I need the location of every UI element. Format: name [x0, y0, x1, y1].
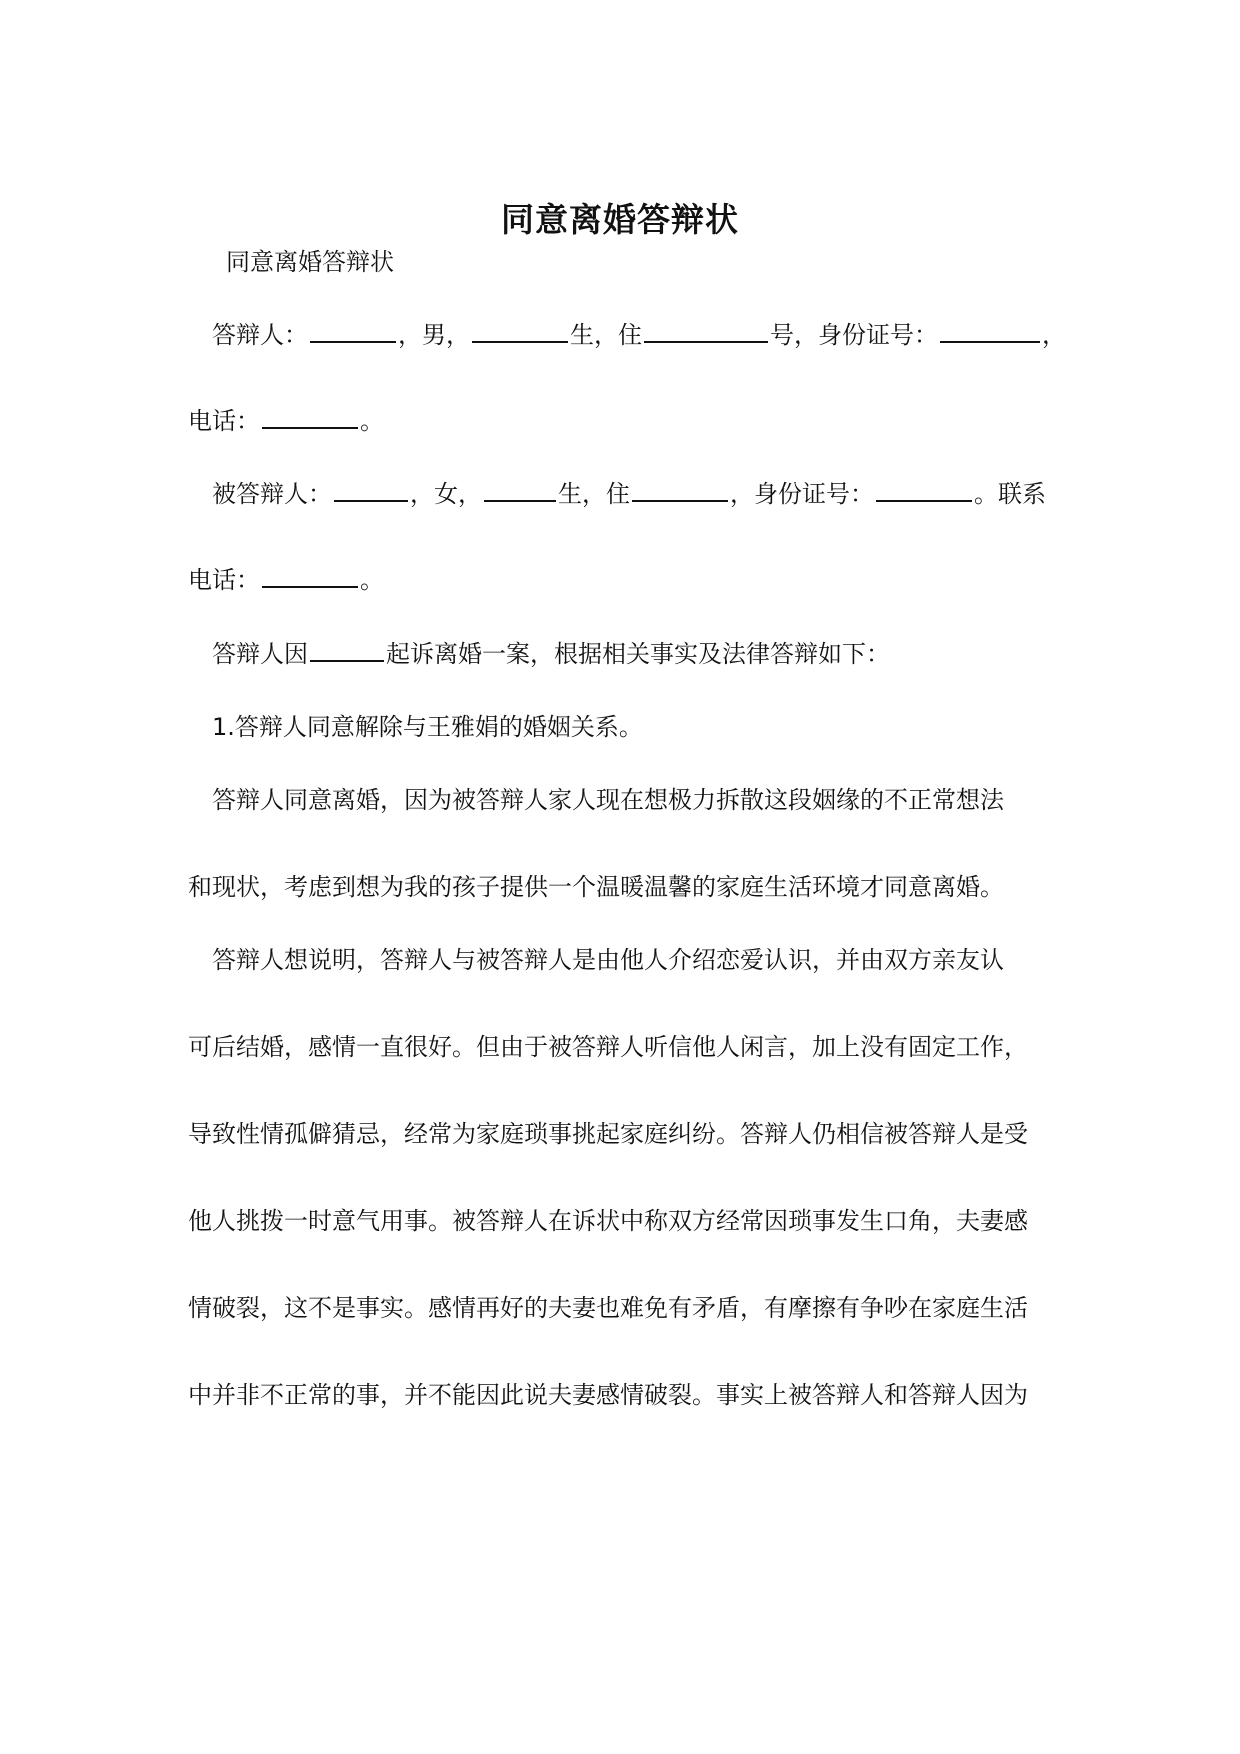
document-title: 同意离婚答辩状	[501, 200, 739, 239]
intro-pre: 答辩人因	[212, 640, 308, 668]
defendant-id-label: ，身份证号：	[730, 480, 874, 508]
respondent-phone-blank	[262, 405, 358, 429]
respondent-id-blank	[940, 319, 1040, 343]
defendant-line	[212, 477, 1046, 511]
para2-line-3: 导致性情孤僻猜忌，经常为家庭琐事挑起家庭纠纷。答辩人仍相信被答辩人是受	[188, 1120, 1028, 1148]
defendant-birth-blank	[484, 478, 556, 502]
respondent-born-label: 生，住	[570, 321, 642, 349]
para1-line-1: 答辩人同意离婚，因为被答辩人家人现在想极力拆散这段姻缘的不正常想法	[212, 786, 1004, 814]
defendant-phone-blank	[262, 564, 358, 588]
para2-line-4: 他人挑拨一时意气用事。被答辩人在诉状中称双方经常因琐事发生口角，夫妻感	[188, 1207, 1028, 1235]
respondent-line-end: ，	[1042, 321, 1066, 349]
intro-post: 起诉离婚一案，根据相关事实及法律答辩如下：	[386, 640, 890, 668]
para2-line-1: 答辩人想说明，答辩人与被答辩人是由他人介绍恋爱认识，并由双方亲友认	[212, 946, 1004, 974]
intro-line	[212, 637, 890, 671]
respondent-id-label: 号，身份证号：	[770, 321, 938, 349]
respondent-label: 答辩人：	[212, 321, 308, 349]
respondent-phone-label: 电话：	[188, 407, 260, 435]
defendant-born-label: 生，住	[558, 480, 630, 508]
defendant-phone-line	[188, 563, 384, 597]
point-1: 1.答辩人同意解除与王雅娟的婚姻关系。	[212, 713, 643, 741]
defendant-phone-end: 。	[360, 566, 384, 594]
para2-line-2: 可后结婚，感情一直很好。但由于被答辩人听信他人闲言，加上没有固定工作，	[188, 1033, 1028, 1061]
respondent-gender: ，男，	[398, 321, 470, 349]
defendant-id-blank	[876, 478, 972, 502]
defendant-label: 被答辩人：	[212, 480, 332, 508]
defendant-line-end: 。联系	[974, 480, 1046, 508]
respondent-phone-line	[188, 404, 384, 438]
respondent-name-blank	[310, 319, 396, 343]
respondent-birth-blank	[472, 319, 568, 343]
defendant-phone-label: 电话：	[188, 566, 260, 594]
para1-line-2: 和现状，考虑到想为我的孩子提供一个温暖温馨的家庭生活环境才同意离婚。	[188, 873, 1004, 901]
respondent-phone-end: 。	[360, 407, 384, 435]
para2-line-5: 情破裂，这不是事实。感情再好的夫妻也难免有矛盾，有摩擦有争吵在家庭生活	[188, 1294, 1028, 1322]
para2-line-6: 中并非不正常的事，并不能因此说夫妻感情破裂。事实上被答辩人和答辩人因为	[188, 1381, 1028, 1409]
defendant-name-blank	[334, 478, 408, 502]
document-subtitle: 同意离婚答辩状	[226, 248, 394, 276]
respondent-line	[212, 318, 1066, 352]
defendant-address-blank	[632, 478, 728, 502]
defendant-gender: ，女，	[410, 480, 482, 508]
intro-blank	[310, 638, 384, 662]
respondent-address-blank	[644, 319, 768, 343]
